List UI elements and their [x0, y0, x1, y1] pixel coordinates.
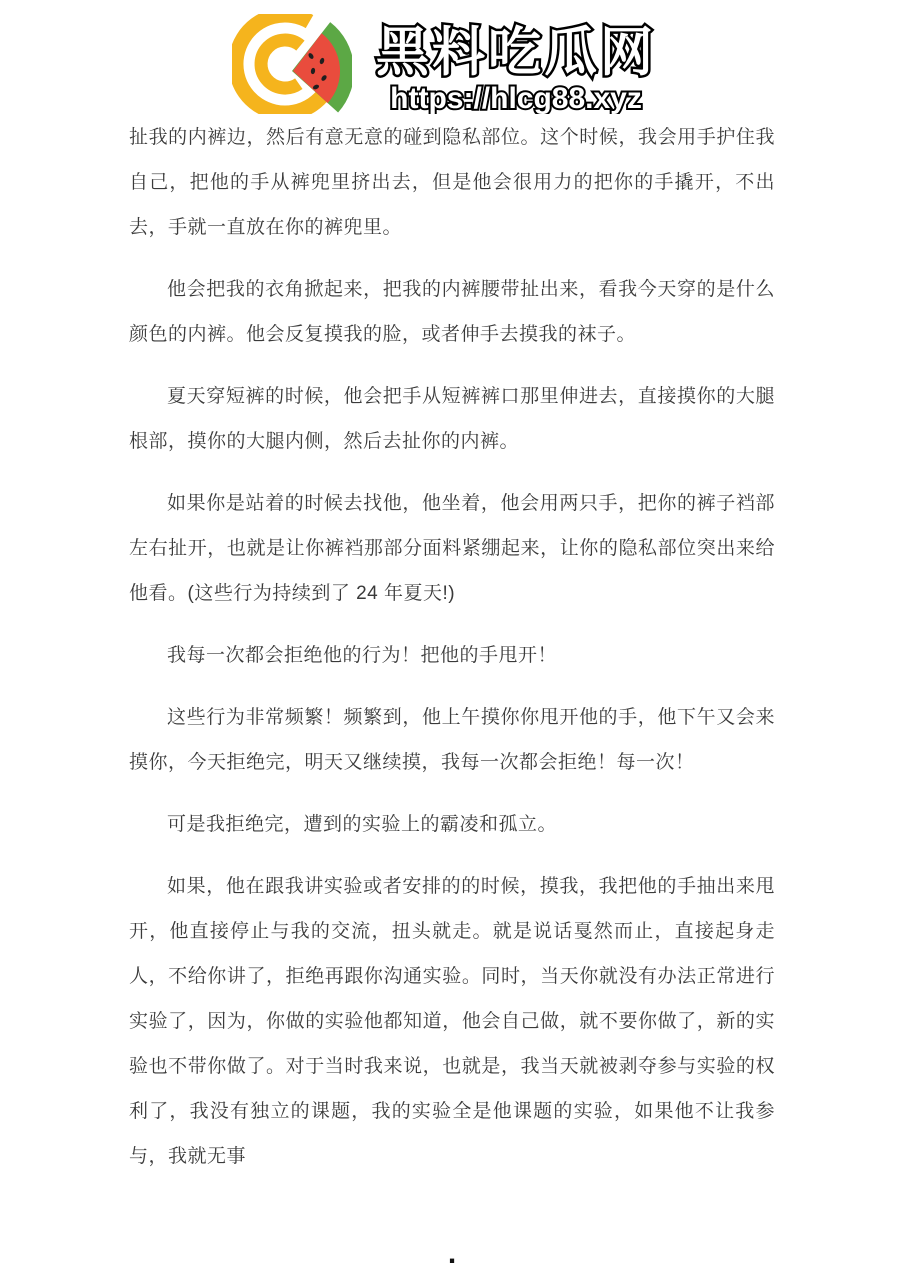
- watermelon-logo-icon: [232, 14, 352, 114]
- paragraph: 他会把我的衣角掀起来，把我的内裤腰带扯出来，看我今天穿的是什么颜色的内裤。他会反复摸我的脸，或者伸手去摸我的袜子。: [129, 279, 775, 345]
- paragraph: 可是我拒绝完，遭到的实验上的霸凌和孤立。: [167, 814, 558, 835]
- paragraph: 我每一次都会拒绝他的行为！把他的手甩开！: [167, 645, 558, 666]
- paragraph: 扯我的内裤边，然后有意无意的碰到隐私部位。这个时候，我会用手护住我自己，把他的手从裤兜里挤出去，但是他会很用力的把你的手撬开，不出去，手就一直放在你的裤兜里。: [129, 127, 775, 238]
- paragraph: 夏天穿短裤的时候，他会把手从短裤裤口那里伸进去，直接摸你的大腿根部，摸你的大腿内侧，然后去扯你的内裤。: [129, 386, 775, 452]
- paragraph: 这些行为非常频繁！频繁到，他上午摸你你甩开他的手，他下午又会来摸你，今天拒绝完，明天又继续摸，我每一次都会拒绝！每一次！: [129, 707, 775, 773]
- article-content: [129, 115, 775, 1179]
- paragraph: 如果，他在跟我讲实验或者安排的的时候，摸我，我把他的手抽出来甩开，他直接停止与我的交流，扭头就走。就是说话戛然而止，直接起身走人，不给你讲了，拒绝再跟你沟通实验。同时，当天你就没有办法正常进行实验了，因为，你做的实验他都知道，他会自己做，就不要你做了，新的实验也不带你做了。对于当时我来说，也就是，我当天就被剥夺参与实验的权利了，我没有独立的课题，我的实验全是他课题的实验，如果他不让我参与，我就无事: [129, 876, 775, 1167]
- site-url-text: https://hlcg88.xyz: [390, 81, 642, 114]
- paragraph: 如果你是站着的时候去找他，他坐着，他会用两只手，把你的裤子裆部左右扯开，也就是让你裤裆那部分面料紧绷起来，让你的隐私部位突出来给他看。(这些行为持续到了 24 年夏天!): [129, 493, 775, 604]
- site-logo-header[interactable]: [0, 0, 904, 114]
- logo-text-block: [360, 14, 672, 114]
- footer-dot: .: [447, 1237, 457, 1270]
- site-name-text: 黑料吃瓜网: [376, 22, 656, 82]
